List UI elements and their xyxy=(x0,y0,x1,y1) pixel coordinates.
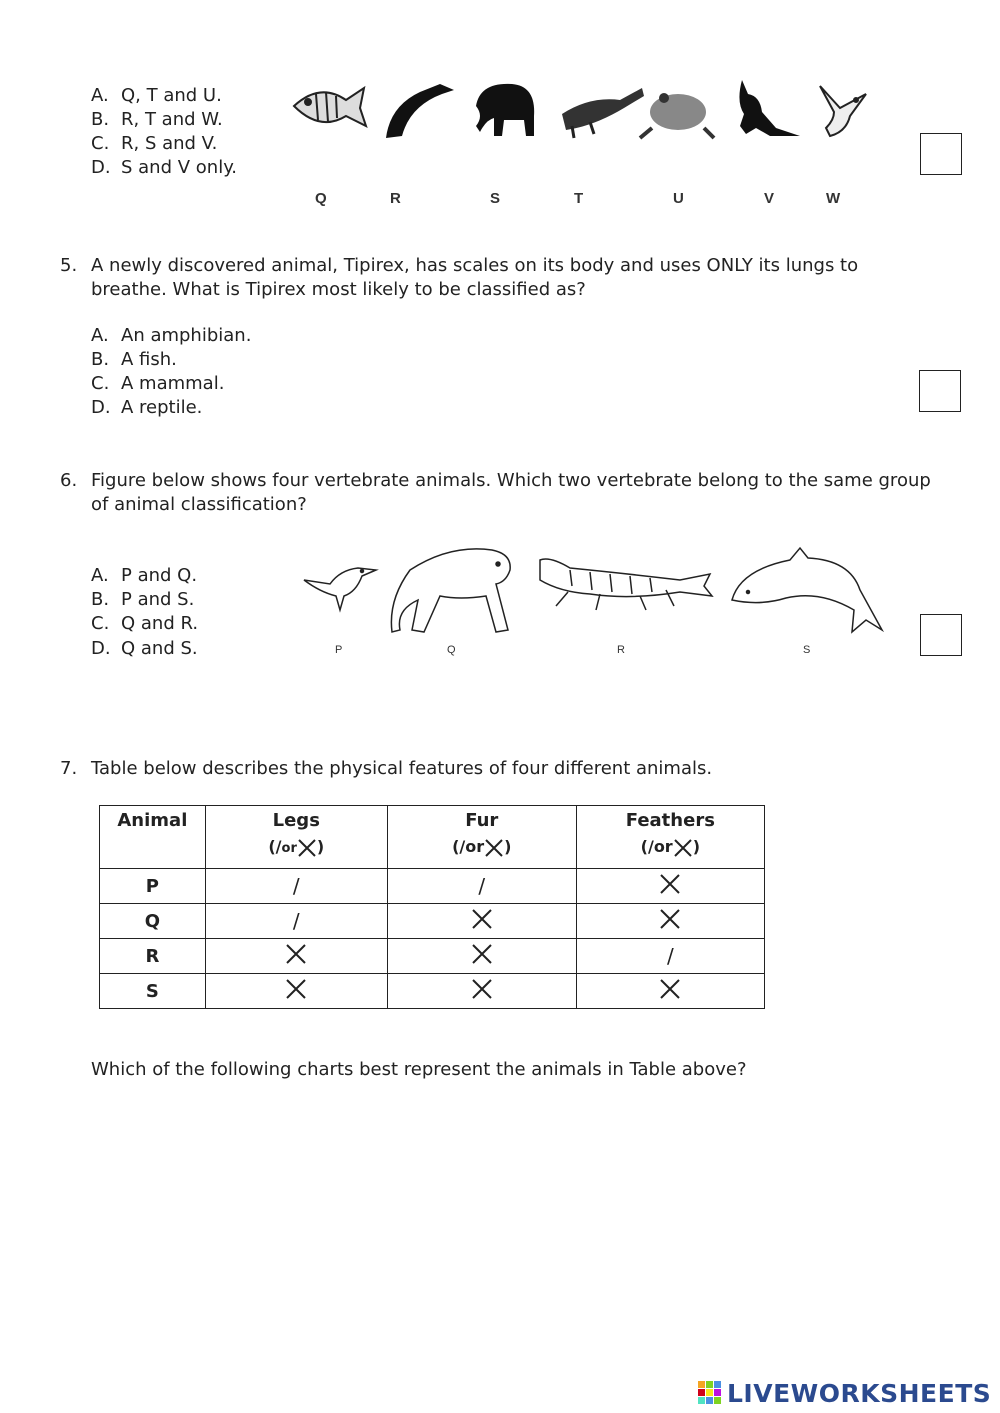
table-row xyxy=(100,974,765,1009)
dolphin-icon xyxy=(386,84,454,138)
tick-mark: / xyxy=(292,874,300,898)
animal-cell: R xyxy=(100,939,206,974)
table-row xyxy=(100,869,765,904)
q5-text: A newly discovered animal, Tipirex, has scales on its body and uses ONLY its lungs to breathe. What is Tipirex most likely to be classified as? xyxy=(91,255,859,300)
legs-cell xyxy=(205,974,387,1009)
fur-cell xyxy=(387,904,576,939)
cross-icon xyxy=(658,907,682,931)
frog-icon xyxy=(640,93,714,138)
q6-option-a: A. P and Q. xyxy=(91,565,198,586)
q5-option-a: A. An amphibian. xyxy=(91,325,252,346)
fur-cell xyxy=(387,974,576,1009)
fur-cell xyxy=(387,939,576,974)
table-body xyxy=(100,869,765,1009)
q5-number: 5. xyxy=(60,255,78,276)
tick-mark: / xyxy=(292,909,300,933)
fig-label-s: S xyxy=(490,190,501,207)
bird-icon xyxy=(820,86,866,136)
header-legs: Legs (/or ) xyxy=(205,806,387,869)
q6-answer-box[interactable] xyxy=(920,614,962,656)
cross-icon xyxy=(297,838,317,858)
cross-icon xyxy=(658,872,682,896)
q5-answer-box[interactable] xyxy=(919,370,961,412)
logo-text: LIVEWORKSHEETS xyxy=(727,1378,992,1408)
liveworksheets-logo xyxy=(697,1378,991,1408)
header-fur: Fur (/or ) xyxy=(387,806,576,869)
q6-figure xyxy=(300,540,890,640)
animal-cell: Q xyxy=(100,904,206,939)
q7-number: 7. xyxy=(60,758,78,779)
q6-option-c: C. Q and R. xyxy=(91,613,199,634)
q6-option-d: D. Q and S. xyxy=(91,638,198,659)
q5-option-b: B. A fish. xyxy=(91,349,177,370)
legs-cell xyxy=(205,904,387,939)
q5-option-c: C. A mammal. xyxy=(91,373,225,394)
fig-label-v: V xyxy=(764,190,775,207)
fig-label-s: S xyxy=(803,644,811,656)
fur-cell xyxy=(387,869,576,904)
feathers-cell xyxy=(576,974,764,1009)
feathers-cell xyxy=(576,869,764,904)
legs-cell xyxy=(205,869,387,904)
header-animal: Animal xyxy=(100,806,206,869)
q6-number: 6. xyxy=(60,470,78,491)
fig-label-w: W xyxy=(826,190,841,207)
fig-label-t: T xyxy=(574,190,584,207)
cross-icon xyxy=(673,838,693,858)
crocodile-icon xyxy=(562,88,644,138)
cross-icon xyxy=(470,977,494,1001)
feathers-cell xyxy=(576,904,764,939)
cross-icon xyxy=(284,942,308,966)
fig-label-r: R xyxy=(617,644,625,656)
tick-mark: / xyxy=(666,944,674,968)
tick-mark: / xyxy=(478,874,486,898)
q4-figure xyxy=(290,76,880,146)
header-feathers: Feathers (/or ) xyxy=(576,806,764,869)
table-row xyxy=(100,904,765,939)
table-row xyxy=(100,939,765,974)
cross-icon xyxy=(284,977,308,1001)
features-table xyxy=(99,805,765,1009)
legs-cell xyxy=(205,939,387,974)
animal-cell: S xyxy=(100,974,206,1009)
fig-label-q: Q xyxy=(447,644,456,656)
kangaroo-icon xyxy=(739,80,800,136)
crocodile-icon xyxy=(540,559,712,610)
fig-label-p: P xyxy=(335,644,343,656)
elephant-icon xyxy=(476,84,534,136)
crow-icon xyxy=(304,568,376,610)
q4-option-b: B. R, T and W. xyxy=(91,109,223,130)
dolphin-icon xyxy=(732,548,882,632)
q6-text: Figure below shows four vertebrate animals. Which two vertebrate belong to the same group of animal classification? xyxy=(91,470,931,515)
q4-option-a: A. Q, T and U. xyxy=(91,85,222,106)
q7-question: Which of the following charts best represent the animals in Table above? xyxy=(91,1059,747,1080)
cross-icon xyxy=(658,977,682,1001)
chimpanzee-icon xyxy=(391,549,510,632)
q5-option-d: D. A reptile. xyxy=(91,397,203,418)
animal-cell: P xyxy=(100,869,206,904)
fig-label-u: U xyxy=(673,190,684,207)
cross-icon xyxy=(470,942,494,966)
cross-icon xyxy=(470,907,494,931)
liveworksheets-logo-icon xyxy=(697,1380,723,1406)
q4-option-c: C. R, S and V. xyxy=(91,133,218,154)
q4-option-d: D. S and V only. xyxy=(91,157,237,178)
q7-text: Table below describes the physical features of four different animals. xyxy=(91,758,713,779)
feathers-cell xyxy=(576,939,764,974)
q6-option-b: B. P and S. xyxy=(91,589,195,610)
fig-label-r: R xyxy=(390,190,401,207)
cross-icon xyxy=(484,838,504,858)
fig-label-q: Q xyxy=(315,190,327,207)
fish-icon xyxy=(294,88,366,126)
q4-answer-box[interactable] xyxy=(920,133,962,175)
table-header-row xyxy=(100,806,765,869)
